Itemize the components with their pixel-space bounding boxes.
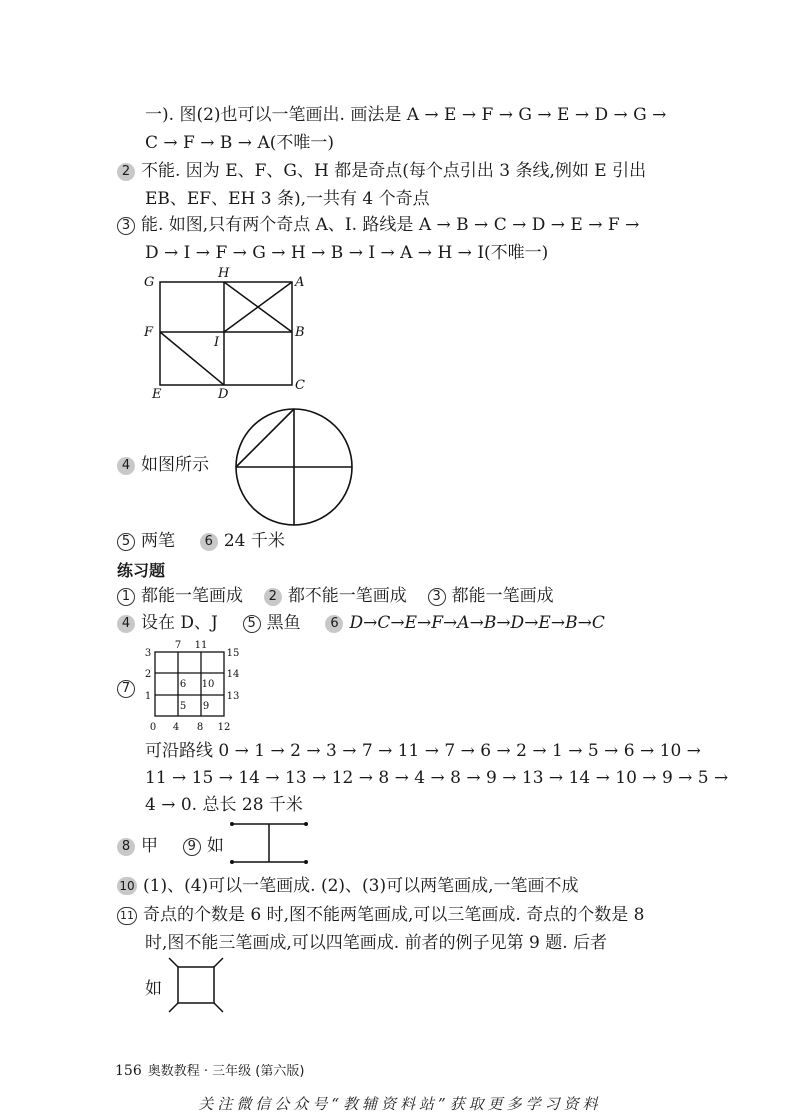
grid-label: 7 <box>174 640 182 651</box>
point-label-e: E <box>152 387 162 402</box>
book-title: 奥数教程 · 三年级 (第六版) <box>147 1064 305 1079</box>
practice-marker-8: 8 <box>117 838 135 856</box>
practice-8-text: 甲 <box>141 836 158 856</box>
grid-label: 12 <box>217 722 231 733</box>
point-label-f: F <box>144 325 154 340</box>
answer-marker-3: 3 <box>117 217 135 235</box>
text-line-2: C → F → B → A(不唯一) <box>145 133 334 153</box>
text-line-14: 4 → 0. 总长 28 千米 <box>145 795 303 815</box>
answer-2 <box>117 160 646 182</box>
point-label-i: I <box>214 335 220 350</box>
answer-4-text: 如图所示 <box>141 455 209 475</box>
practice-11-text: 奇点的个数是 6 时,图不能两笔画成,可以三笔画成. 奇点的个数是 8 <box>143 905 645 925</box>
practice-5-text: 黑鱼 <box>266 613 301 633</box>
figure-number-grid <box>138 638 248 738</box>
figure-circle <box>232 405 356 529</box>
figure-route-lines <box>160 282 292 385</box>
answer-marker-2: 2 <box>117 163 135 181</box>
answer-6-text: 24 千米 <box>223 531 285 551</box>
practice-11 <box>117 904 644 926</box>
practice-3-text: 都能一笔画成 <box>451 586 554 606</box>
answer-4 <box>117 454 209 476</box>
practice-marker-1: 1 <box>117 588 135 606</box>
point-label-h: H <box>218 266 230 281</box>
grid-label: 8 <box>196 722 204 733</box>
answer-2-text: 不能. 因为 E、F、G、H 都是奇点(每个点引出 3 条线,例如 E 引出 <box>141 161 647 181</box>
point-label-c: C <box>295 378 305 393</box>
grid-label: 10 <box>201 679 215 690</box>
grid-label: 3 <box>144 648 152 659</box>
answer-3-text: 能. 如图,只有两个奇点 A、I. 路线是 A → B → C → D → E → F → <box>141 215 640 235</box>
text-line-6: D → I → F → G → H → B → I → A → H → I(不唯一) <box>145 243 549 263</box>
text-line-4: EB、EF、EH 3 条),一共有 4 个奇点 <box>145 189 430 209</box>
practice-marker-10: 10 <box>117 877 137 895</box>
point-label-g: G <box>144 275 155 290</box>
text-line-12: 可沿路线 0 → 1 → 2 → 3 → 7 → 11 → 7 → 6 → 2 → 1 → 5 → 6 → 10 → <box>145 741 701 761</box>
grid-label: 11 <box>194 640 208 651</box>
practice-6-text: D→C→E→F→A→B→D→E→B→C <box>349 613 605 633</box>
section-heading: 练习题 <box>117 561 166 580</box>
text-line-19: 如 <box>145 979 162 999</box>
text-line-1: 一). 图(2)也可以一笔画出. 画法是 A → E → F → G → E → D → G → <box>145 105 667 125</box>
grid-label: 5 <box>179 701 187 712</box>
grid-label: 4 <box>172 722 180 733</box>
figure-square-spurs <box>168 955 228 1015</box>
answer-marker-6: 6 <box>200 533 218 551</box>
practice-marker-7: 7 <box>117 680 135 698</box>
answer-5-6 <box>117 530 285 552</box>
practice-10 <box>117 875 579 897</box>
point-label-a: A <box>295 275 305 290</box>
answer-marker-4: 4 <box>117 457 135 475</box>
page-footer <box>115 1060 304 1079</box>
figure-route-grid <box>140 265 310 405</box>
practice-marker-3: 3 <box>428 588 446 606</box>
practice-marker-9: 9 <box>183 838 201 856</box>
grid-label: 15 <box>226 648 240 659</box>
practice-2-text: 都不能一笔画成 <box>287 586 407 606</box>
page-number: 156 <box>115 1063 142 1079</box>
grid-label: 2 <box>144 669 152 680</box>
grid-label: 13 <box>226 691 240 702</box>
point-label-d: D <box>218 387 229 402</box>
answer-5-text: 两笔 <box>141 531 175 551</box>
practice-10-text: (1)、(4)可以一笔画成. (2)、(3)可以两笔画成,一笔画不成 <box>143 876 579 896</box>
figure-h-shape <box>228 818 312 870</box>
grid-label: 6 <box>179 679 187 690</box>
practice-marker-5: 5 <box>243 615 261 633</box>
grid-label: 1 <box>144 691 152 702</box>
practice-marker-4: 4 <box>117 615 135 633</box>
watermark-text: 关注微信公众号“教辅资料站”获取更多学习资料 <box>198 1095 602 1113</box>
answer-marker-5: 5 <box>117 533 135 551</box>
practice-4-6 <box>117 612 605 634</box>
practice-1-text: 都能一笔画成 <box>141 586 243 606</box>
grid-label: 14 <box>226 669 240 680</box>
practice-marker-11: 11 <box>117 907 137 925</box>
answer-3 <box>117 214 639 236</box>
text-line-18: 时,图不能三笔画成,可以四笔画成. 前者的例子见第 9 题. 后者 <box>145 933 608 953</box>
grid-label: 0 <box>149 722 157 733</box>
point-label-b: B <box>295 325 305 340</box>
practice-9-text: 如 <box>206 836 224 856</box>
practice-1-3 <box>117 585 554 607</box>
practice-marker-6: 6 <box>325 615 343 633</box>
grid-label: 9 <box>202 701 210 712</box>
text-line-13: 11 → 15 → 14 → 13 → 12 → 8 → 4 → 8 → 9 → 13 → 14 → 10 → 9 → 5 → <box>145 768 729 788</box>
practice-8-9 <box>117 835 224 857</box>
practice-marker-2: 2 <box>264 588 282 606</box>
practice-4-text: 设在 D、J <box>141 613 218 633</box>
